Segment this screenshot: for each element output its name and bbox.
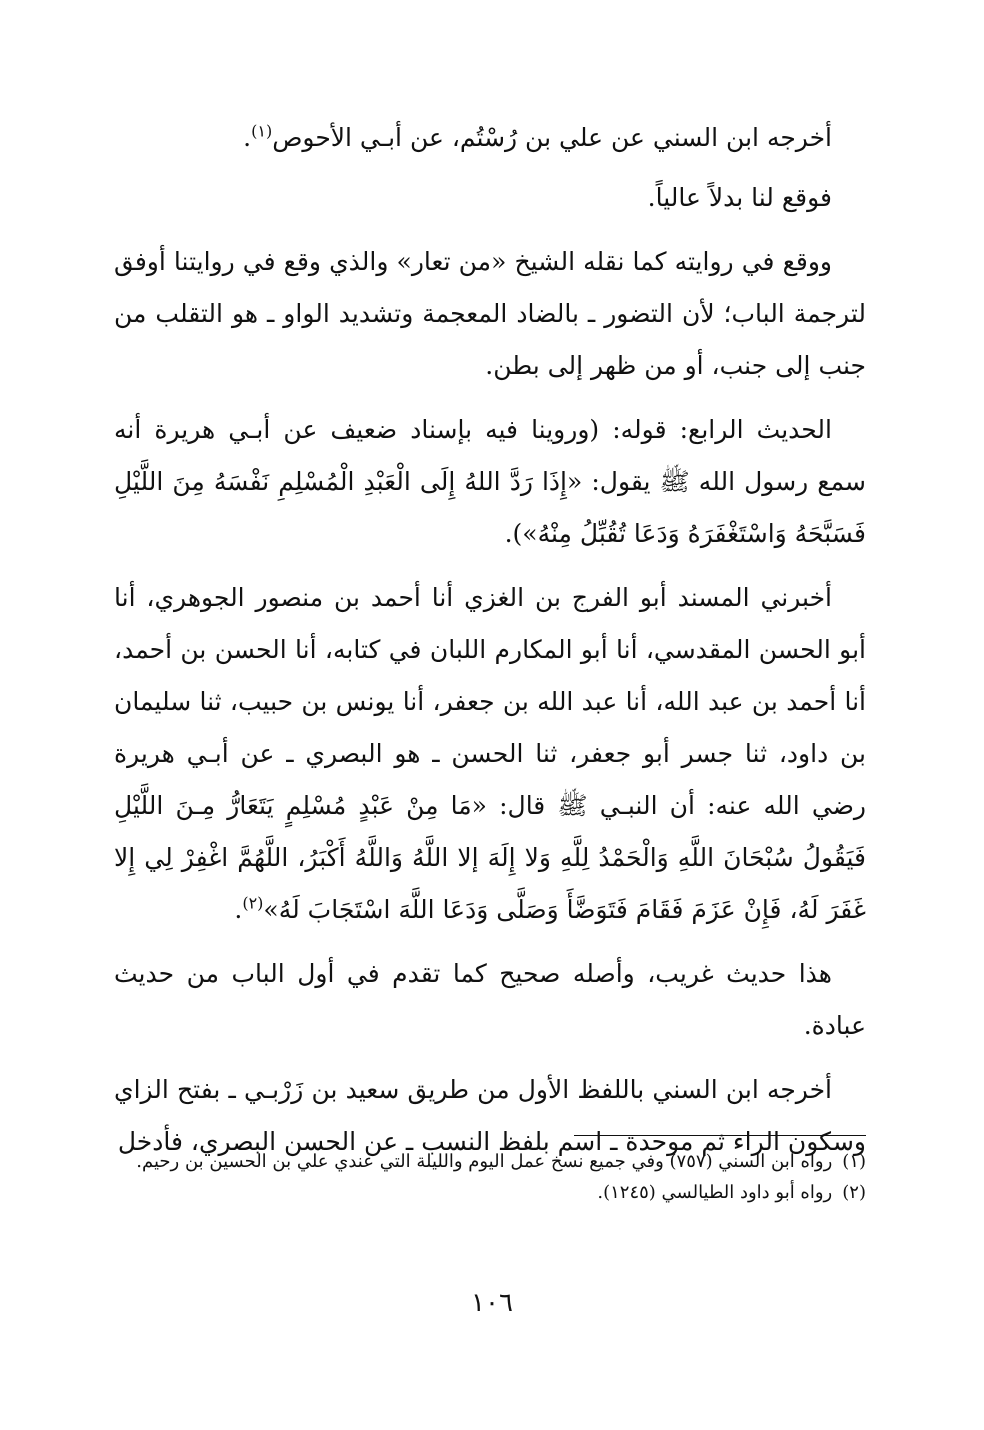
footnote-1 xyxy=(114,1146,866,1177)
footnote-ref-1[interactable]: (١) xyxy=(251,121,273,141)
paragraph-5-text: أخبرني المسند أبو الفرج بن الغزي أنا أحمد بن منصور الجوهري، أنا أبو الحسن المقدسي، أنا أبو المكارم اللبان في كتابه، أنا الحسن بن أحمد، أنا أحمد بن عبد الله، أنا عبد الله بن جعفر، أنا يونس بن حبيب، ثنا سليمان بن داود، ثنا جسر أبو جعفر، ثنا الحسن ـ هو البصري ـ عن أبـي هريرة رضي الله عنه: أن النبـي ﷺ قال: «مَا مِنْ عَبْدٍ مُسْلِمٍ يَتَعَارُّ مِـنَ اللَّيْلِ فَيَقُولُ سُبْحَانَ اللَّهِ وَالْحَمْدُ لِلَّهِ وَلا إِلَهَ إلا اللَّهُ وَاللَّهُ أَكْبَرُ، اللَّهُمَّ اغْفِرْ لِي إِلا غَفَرَ لَهُ، فَإِنْ عَزَمَ فَقَامَ فَتَوَضَّأَ وَصَلَّى وَدَعَا اللَّهَ اسْتَجَابَ لَهُ» xyxy=(114,583,866,924)
footnote-divider xyxy=(574,1135,866,1136)
footnotes xyxy=(114,1146,866,1208)
paragraph-3: ووقع في روايته كما نقله الشيخ «من تعار» والذي وقع في روايتنا أوفق لترجمة الباب؛ لأن التضور ـ بالضاد المعجمة وتشديد الواو ـ هو التقلب من جنب إلى جنب، أو من ظهر إلى بطن. xyxy=(114,247,866,380)
paragraph-2: فوقع لنا بدلاً عالياً. xyxy=(647,183,832,212)
paragraph-1-tail: . xyxy=(243,123,252,152)
footnote-2 xyxy=(114,1177,866,1208)
footnote-2-text: رواه أبو داود الطيالسي (١٢٤٥). xyxy=(597,1182,833,1203)
paragraph-5-tail: . xyxy=(234,895,243,924)
paragraph-4: الحديث الرابع: قوله: (وروينا فيه بإسناد ضعيف عن أبـي هريرة أنه سمع رسول الله ﷺ يقول: «إِذَا رَدَّ اللهُ إِلَى الْعَبْدِ الْمُسْلِمِ نَفْسَهُ مِنَ اللَّيْلِ فَسَبَّحَهُ وَاسْتَغْفَرَهُ وَدَعَا تُقُبِّلُ مِنْهُ»). xyxy=(114,415,866,548)
paragraph-1 xyxy=(114,112,866,164)
paragraph-6: هذا حديث غريب، وأصله صحيح كما تقدم في أول الباب من حديث عبادة. xyxy=(114,959,866,1040)
footnote-1-number: (١) xyxy=(842,1151,866,1172)
footnote-1-text: رواه ابن السني (٧٥٧) وفي جميع نسخ عمل اليوم والليلة التي عندي علي بن الحسين بن رحيم. xyxy=(136,1151,833,1172)
footnote-2-number: (٢) xyxy=(842,1182,866,1203)
footnote-ref-2[interactable]: (٢) xyxy=(242,893,264,913)
paragraph-7: أخرجه ابن السني باللفظ الأول من طريق سعيد بن زَرْبـي ـ بفتح الزاي وسكون الراء ثم موحدة ـ اسم بلفظ النسب ـ عن الحسن البصري، فأدخل xyxy=(114,1075,866,1156)
main-text xyxy=(114,112,866,1180)
page-number: ١٠٦ xyxy=(471,1288,513,1318)
paragraph-1-text: أخرجه ابن السني عن علي بن رُسْتُم، عن أبـي الأحوص xyxy=(272,123,832,152)
paragraph-5 xyxy=(114,572,866,936)
